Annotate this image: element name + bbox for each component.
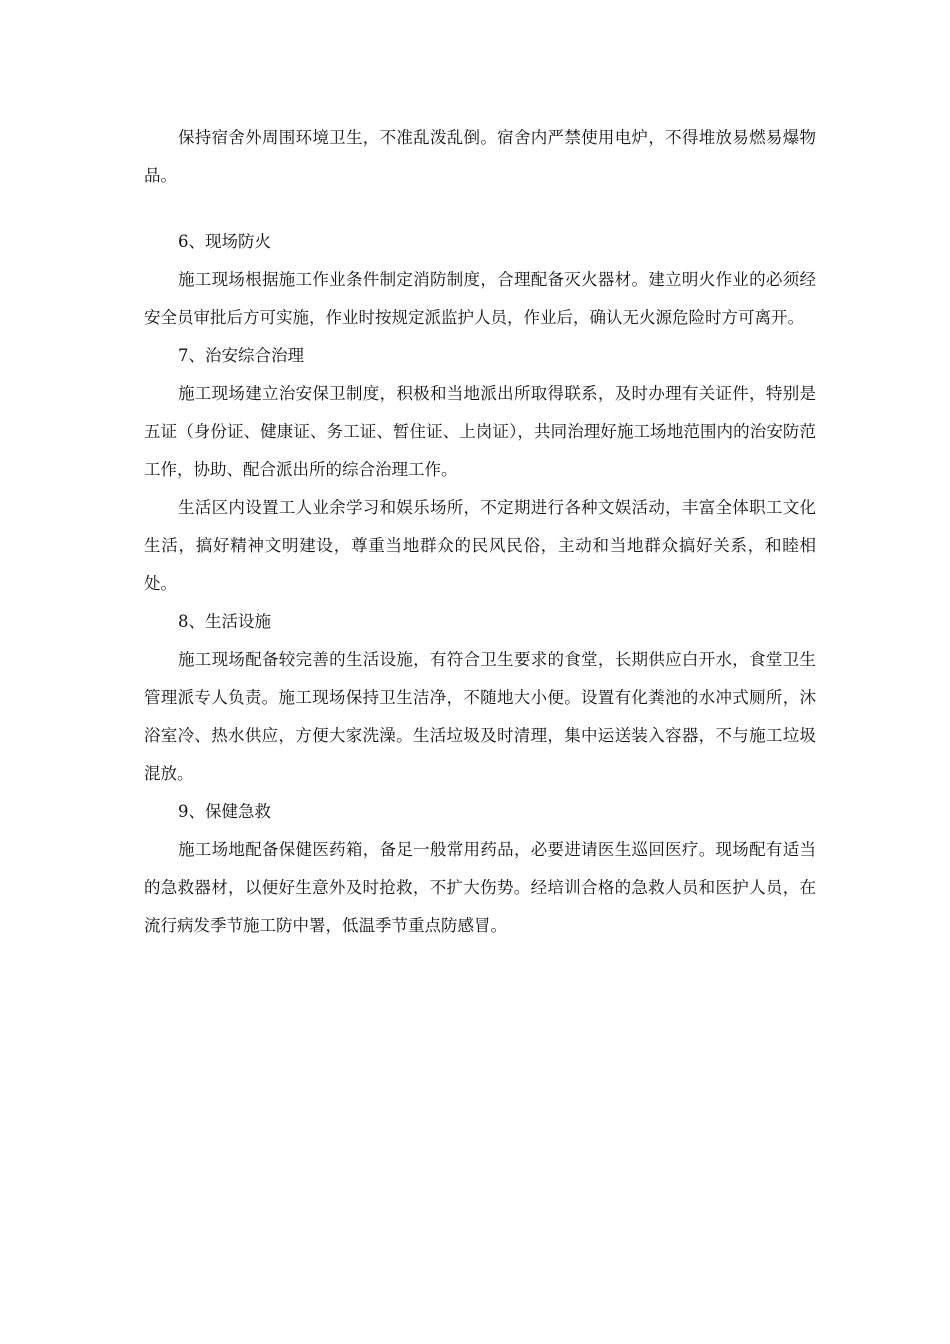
section-heading-living-facilities: 8、生活设施	[178, 612, 271, 631]
section-heading-fire-prevention: 6、现场防火	[178, 232, 271, 251]
paragraph-living-facilities: 施工现场配备较完善的生活设施，有符合卫生要求的食堂，长期供应白开水，食堂卫生管理派专人负责。施工现场保持卫生洁净，不随地大小便。设置有化粪池的水冲式厕所，沐浴室冷、热水供应，方便大家洗澡。生活垃圾及时清理，集中运送装入容器，不与施工垃圾混放。	[144, 650, 816, 783]
paragraph-dormitory-hygiene: 保持宿舍外周围环境卫生，不准乱泼乱倒。宿舍内严禁使用电炉，不得堆放易燃易爆物品。	[144, 128, 816, 185]
paragraph-cultural-life: 生活区内设置工人业余学习和娱乐场所，不定期进行各种文娱活动，丰富全体职工文化生活，搞好精神文明建设，尊重当地群众的民风民俗，主动和当地群众搞好关系，和睦相处。	[144, 498, 816, 593]
paragraph-fire-prevention: 施工现场根据施工作业条件制定消防制度，合理配备灭火器材。建立明火作业的必须经安全员审批后方可实施，作业时按规定派监护人员，作业后，确认无火源危险时方可离开。	[144, 270, 816, 327]
document-body	[144, 119, 816, 945]
section-heading-first-aid: 9、保健急救	[178, 802, 271, 821]
section-heading-public-security: 7、治安综合治理	[178, 346, 304, 365]
paragraph-first-aid: 施工场地配备保健医药箱，备足一般常用药品，必要进请医生巡回医疗。现场配有适当的急救器材，以便好生意外及时抢救，不扩大伤势。经培训合格的急救人员和医护人员，在流行病发季节施工防中署，低温季节重点防感冒。	[144, 840, 816, 935]
paragraph-public-security: 施工现场建立治安保卫制度，积极和当地派出所取得联系，及时办理有关证件，特别是五证（身份证、健康证、务工证、暂住证、上岗证），共同治理好施工场地范围内的治安防范工作，协助、配合派出所的综合治理工作。	[144, 384, 816, 479]
